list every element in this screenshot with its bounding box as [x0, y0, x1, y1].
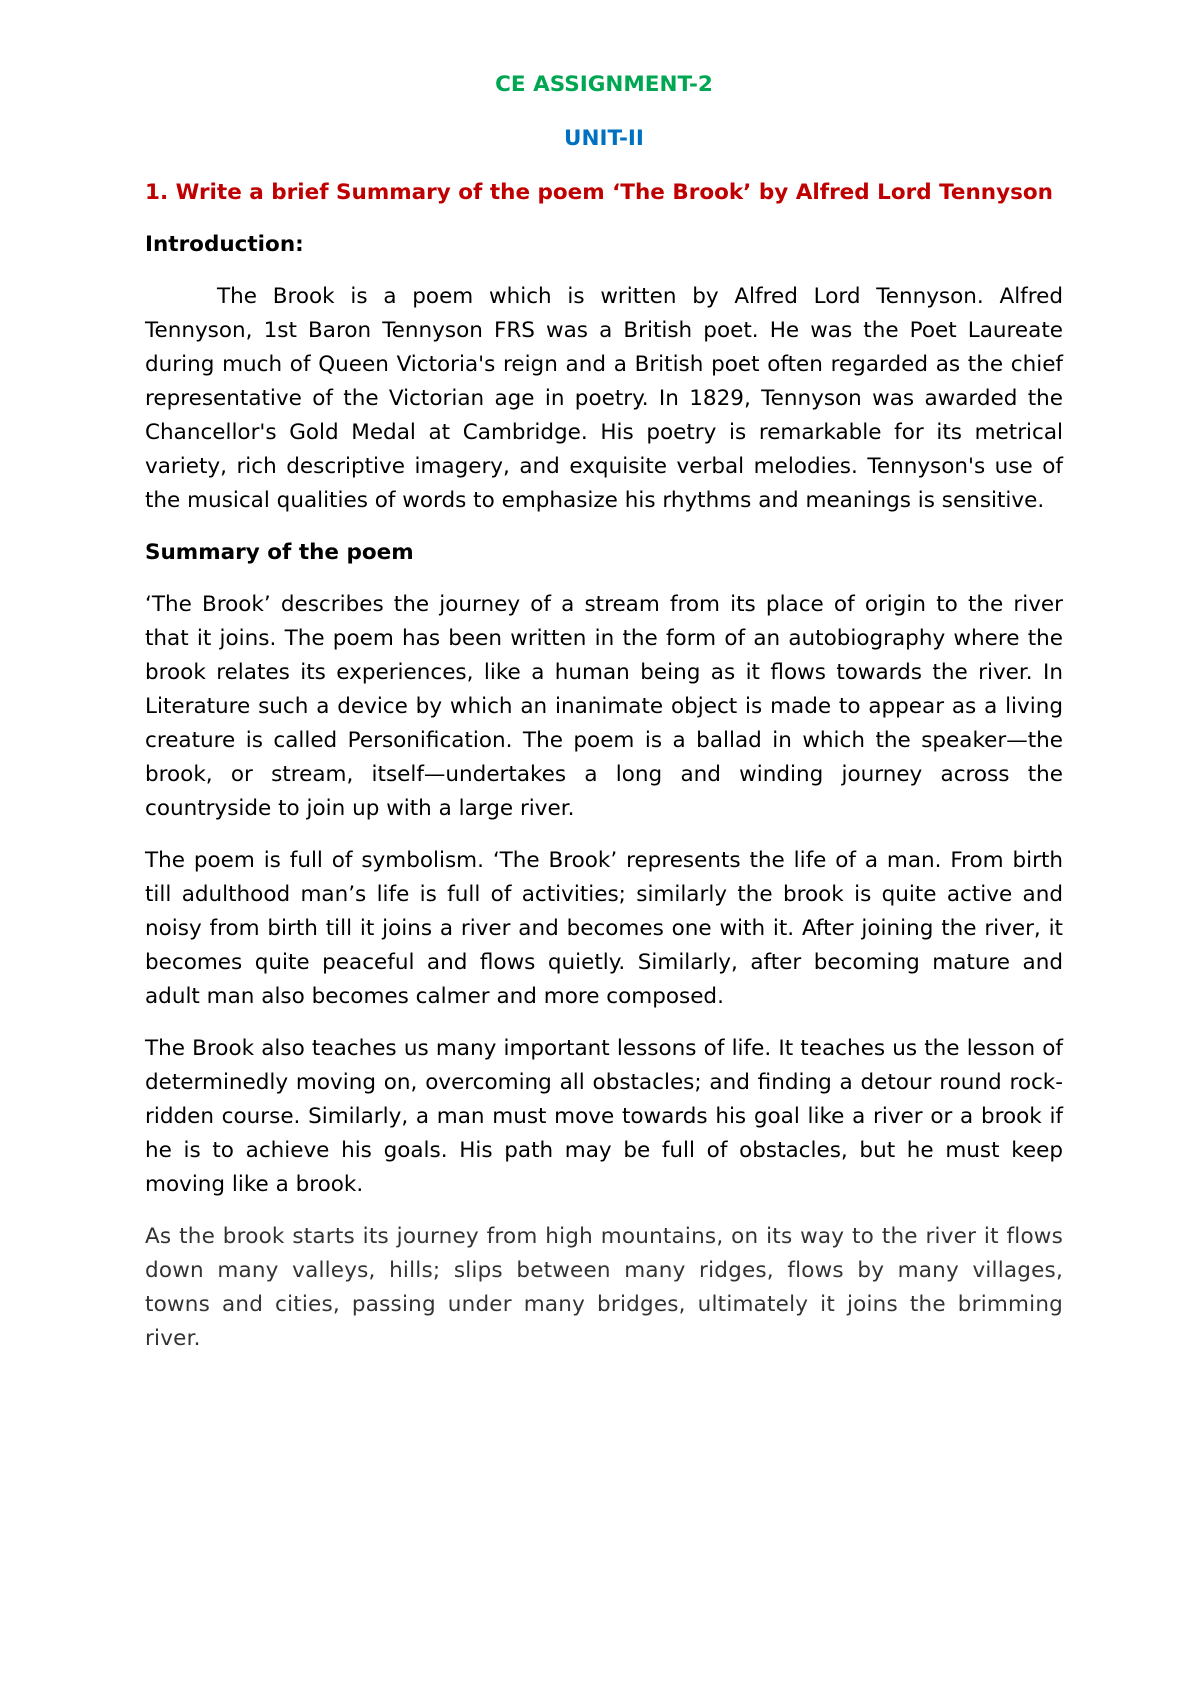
unit-heading: UNIT-II	[564, 126, 644, 151]
introduction-heading: Introduction:	[145, 232, 304, 257]
summary-paragraph-4: As the brook starts its journey from high mountains, on its way to the river it flows down many valleys, hills; slips between many ridges, flows by many villages, towns and cities, passing under many bridges, ultimately it joins the brimming river.	[145, 1224, 1063, 1351]
document-page	[145, 68, 1063, 1374]
summary-paragraph-3: The Brook also teaches us many important lessons of life. It teaches us the lesson of determinedly moving on, overcoming all obstacles; and finding a detour round rock-ridden course. Similarly, a man must move towards his goal like a river or a brook if he is to achieve his goals. His path may be full of obstacles, but he must keep moving like a brook.	[145, 1036, 1063, 1197]
assignment-title: CE ASSIGNMENT-2	[495, 72, 713, 97]
introduction-paragraph: The Brook is a poem which is written by Alfred Lord Tennyson. Alfred Tennyson, 1st Baron Tennyson FRS was a British poet. He was the Poet Laureate during much of Queen Victoria's reign and a British poet often regarded as the chief representative of the Victorian age in poetry. In 1829, Tennyson was awarded the Chancellor's Gold Medal at Cambridge. His poetry is remarkable for its metrical variety, rich descriptive imagery, and exquisite verbal melodies. Tennyson's use of the musical qualities of words to emphasize his rhythms and meanings is sensitive.	[145, 284, 1063, 513]
question-heading: 1. Write a brief Summary of the poem ‘The Brook’ by Alfred Lord Tennyson	[145, 180, 1053, 205]
summary-paragraph-1: ‘The Brook’ describes the journey of a stream from its place of origin to the river that it joins. The poem has been written in the form of an autobiography where the brook relates its experiences, like a human being as it flows towards the river. In Literature such a device by which an inanimate object is made to appear as a living creature is called Personification. The poem is a ballad in which the speaker—the brook, or stream, itself—undertakes a long and winding journey across the countryside to join up with a large river.	[145, 592, 1063, 821]
summary-heading: Summary of the poem	[145, 540, 414, 565]
summary-paragraph-2: The poem is full of symbolism. ‘The Brook’ represents the life of a man. From birth till adulthood man’s life is full of activities; similarly the brook is quite active and noisy from birth till it joins a river and becomes one with it. After joining the river, it becomes quite peaceful and flows quietly. Similarly, after becoming mature and adult man also becomes calmer and more composed.	[145, 848, 1063, 1009]
